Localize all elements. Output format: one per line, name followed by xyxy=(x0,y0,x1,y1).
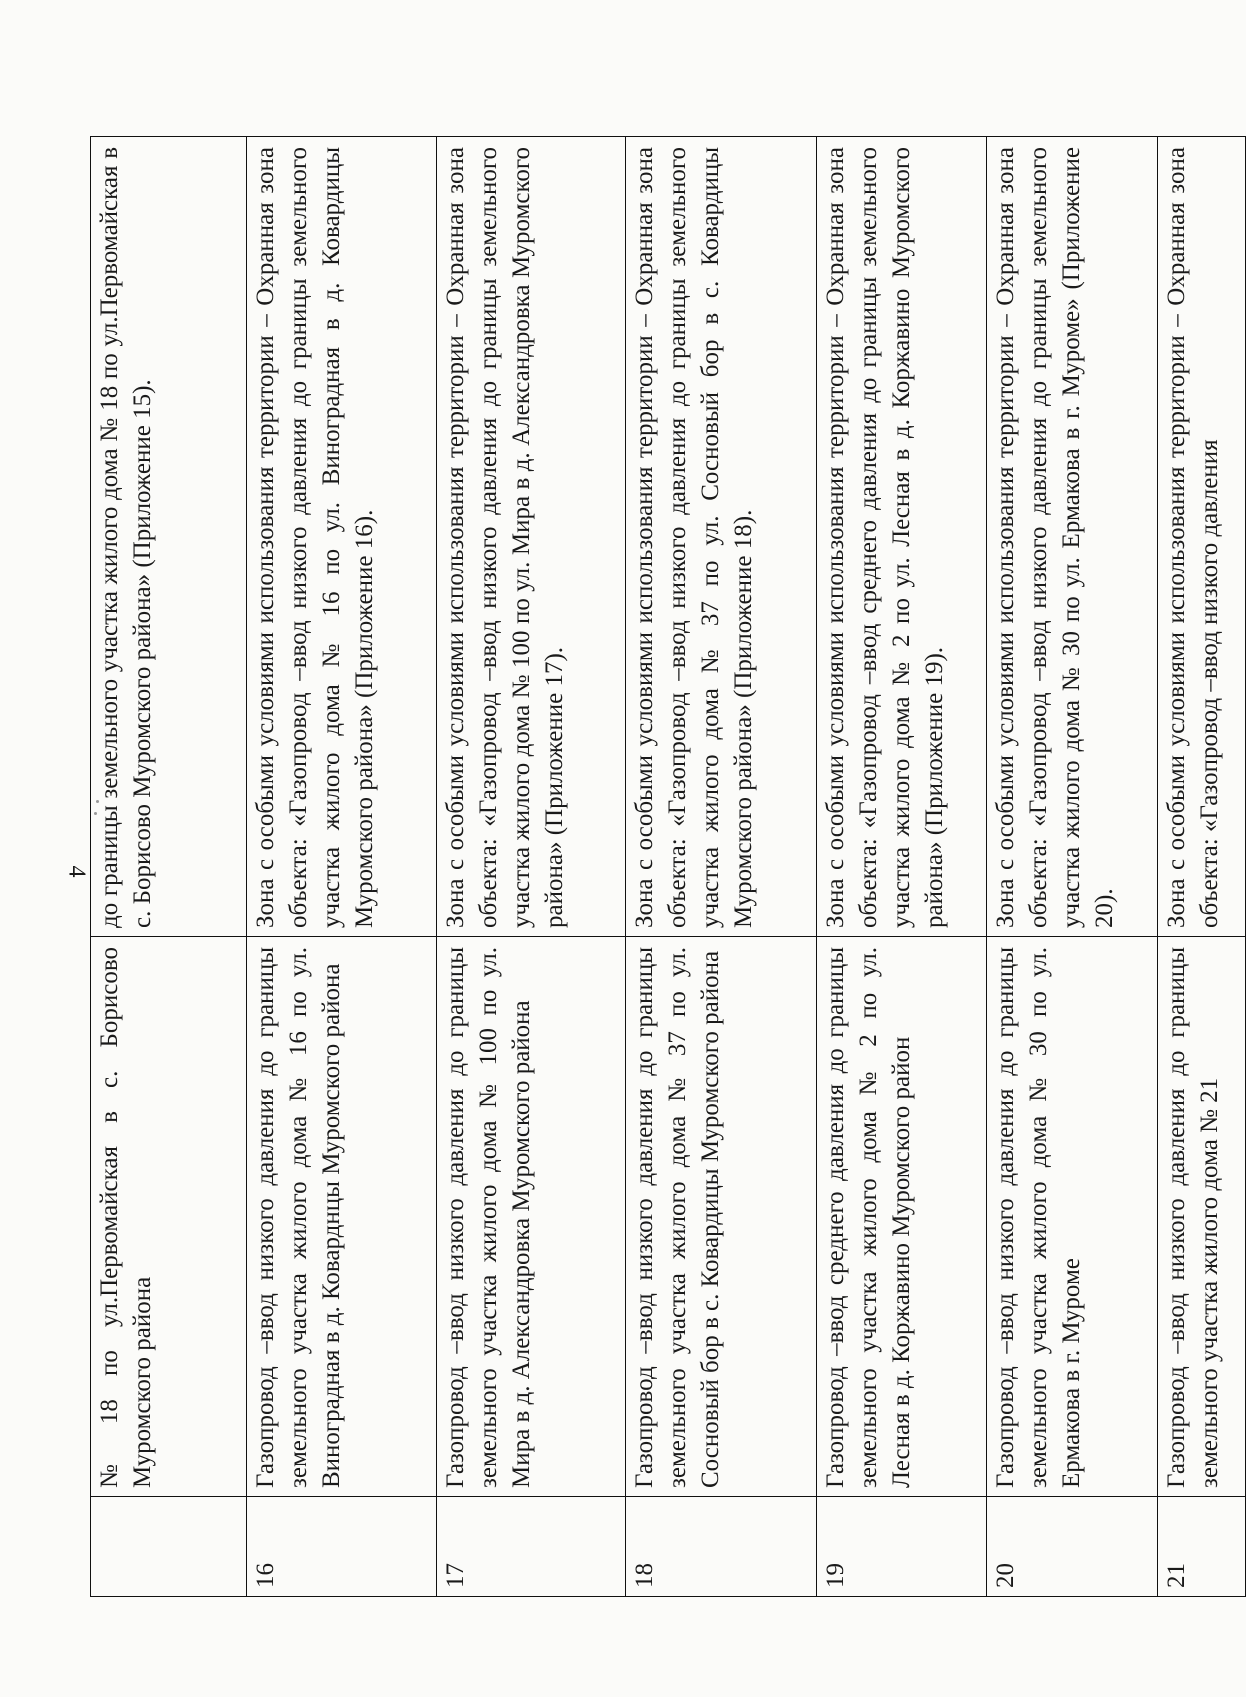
rotated-table-container xyxy=(90,137,1246,1597)
zone-cell: Зона с особыми условиями использования территории – Охранная зона объекта: «Газопровод –ввод низкого давления xyxy=(1157,137,1245,937)
object-cell: Газопровод –ввод низкого давления до границы земельного участка жилого дома № 30 по ул. Ермакова в г. Муроме xyxy=(987,937,1158,1497)
zone-cell: Зона с особыми условиями использования территории – Охранная зона объекта: «Газопровод –ввод низкого давления до границы земельного участка жилого дома № 100 по ул. Мира в д. Александровка Муромского района» (Приложение 17). xyxy=(436,137,625,937)
object-cell: Газопровод –ввод низкого давления до границы земельного участка жилого дома № 21 xyxy=(1157,937,1245,1497)
zone-cell: Зона с особыми условиями использования территории – Охранная зона объекта: «Газопровод –ввод низкого давления до границы земельного участка жилого дома № 30 по ул. Ермакова в г. Муроме» (Приложение 20). xyxy=(987,137,1158,937)
object-cell: № 18 по ул.Первомайская в с. Борисово Муромского района xyxy=(91,937,247,1497)
row-number: 20 xyxy=(987,1497,1158,1597)
zone-cell: Зона с особыми условиями использования территории – Охранная зона объекта: «Газопровод –ввод среднего давления до границы земельного участка жилого дома № 2 по ул. Лесная в д. Коржавино Муромского района» (Приложение 19). xyxy=(816,137,987,937)
row-number: 18 xyxy=(626,1497,816,1597)
object-cell: Газопровод –ввод низкого давления до границы земельного участка жилого дома № 16 по ул. Виноградная в д. Коварднцы Муромского района xyxy=(246,937,436,1497)
table-row xyxy=(987,137,1158,1597)
zone-cell: до границы земельного участка жилого дома № 18 по ул.Первомайская в с. Борисово Муромского района» (Приложение 15). xyxy=(91,137,247,937)
object-cell: Газопровод –ввод среднего давления до границы земельного участка жилого дома № 2 по ул. Лесная в д. Коржавино Муромского район xyxy=(816,937,987,1497)
object-cell: Газопровод –ввод низкого давления до границы земельного участка жилого дома № 100 по ул. Мира в д. Александровка Муромского района xyxy=(436,937,625,1497)
row-number: 17 xyxy=(436,1497,625,1597)
zone-cell: Зона с особыми условиями использования территории – Охранная зона объекта: «Газопровод –ввод низкого давления до границы земельного участка жилого дома № 37 по ул. Сосновый бор в с. Ковардицы Муромского района» (Приложение 18). xyxy=(626,137,816,937)
table-row xyxy=(246,137,436,1597)
zone-cell: Зона с особыми условиями использования территории – Охранная зона объекта: «Газопровод –ввод низкого давления до границы земельного участка жилого дома № 16 по ул. Виноградная в д. Ковардицы Муромского района» (Приложение 16). xyxy=(246,137,436,937)
row-number xyxy=(91,1497,247,1597)
table-row xyxy=(1157,137,1245,1597)
page-number: 4 xyxy=(63,865,90,878)
table-row xyxy=(626,137,816,1597)
zones-table xyxy=(90,136,1246,1597)
table-row xyxy=(816,137,987,1597)
object-cell: Газопровод –ввод низкого давления до границы земельного участка жилого дома № 37 по ул. Сосновый бор в с. Ковардицы Муромского района xyxy=(626,937,816,1497)
table-row xyxy=(436,137,625,1597)
row-number: 21 xyxy=(1157,1497,1245,1597)
row-number: 16 xyxy=(246,1497,436,1597)
table-row xyxy=(91,137,247,1597)
row-number: 19 xyxy=(816,1497,987,1597)
